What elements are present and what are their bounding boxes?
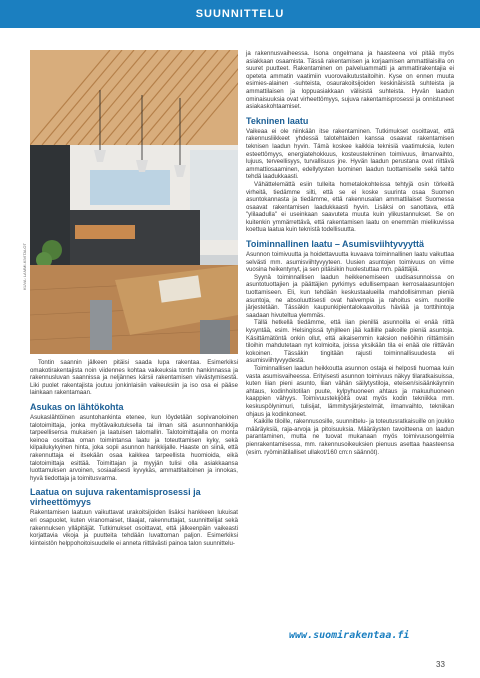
paragraph-functional-4: Toiminnallisen laadun heikkoutta asunnon ostaja ei helposti huomaa kuin vasta asumisvaiheessa. Erityisesti asunnon toimivuus näkyy tilaratkaisuissa, kuten liian pieni asunto, liian vähän säilytystiloja, eteisen/sisäänkäynnin ahtaus, kodinhoitotilan puute, kylpyhuoneen ahtaus ja makuuhuoneen kaappien vähyys. Toimivuustekijöitä ovat myös kodin tekniikka mm. keskuspölynimuri, tulisijat, lämmitysjärjestelmät, ilmanvaihto, tekniikan ohjaus ja kodinkoneet. <box>246 364 454 418</box>
paragraph-functional-5: Kaikille tiloille, rakennusosille, suunnittelu- ja toteutusratkaisuille on joukko määräyksiä, raja-arvoja ja pitoisuuksia. Määräysten tavoitteena on laadun parantaminen, mutta ne tuovat mukanaan myös toimivuusongelmia pienrakentamisessa, mm. rakennusoikeuksien pienuus asettaa haasteensa (esim. ryöminätilalliset ullakot/160 cm:n säännöt). <box>246 418 454 456</box>
paragraph-functional-1: Asunnon toimivuutta ja hoidettavuutta kuvaava toiminnallinen laatu vaikuttaa selvästi mm. asumisviihtyvyyteen. Uusien asuntojen toimivuus on viime vuosina heikentynyt, ja sen pitäisikin huolestuttaa mm. päättäjiä. <box>246 251 454 274</box>
page-number: 33 <box>436 660 445 669</box>
paragraph-technical-2: Vähättelemättä esiin tulleita hometalokohteissa tehtyjä osin törkeitä virheitä, tiedämme silti, että se ei koske suurinta osaa Suomen asuntokannasta ja tiedämme, että rakennusalan ammattilaiset Suomessa osaavat rakentamisen laadukkaasti hyvin. Lisäksi on sanottava, että "ylilaadulla" ei useinkaan saavuteta muuta kuin ylikustannukset. Se on kuitenkin ymmärrettävä, että rakentamisen laatu on enemmän mielikuvissa koettua laatua kuin teknistä todellisuutta. <box>246 180 454 234</box>
paragraph-resident: Asukaslähtöinen asuntohankinta etenee, kun löydetään sopivanoloinen talotoimittaja, jonka myötävaikutuksella tai ilman sitä asunnonhankkija tarpeellisensa mukaisen ja laatuisen talomallin. Talotoimittajalla on monta keinoa osoittaa oman toimintansa laatu ja toteuttamisen kyky, sekä kilpailukykyinen hinta, joka sopii asunnon hankkijalle. Haaste on siinä, että rakennuttaja ei itsekään osaa kaikkea tarpeellista huomioida, eikä talotoimittaja esittää. Toimittajan ja myyjän tulisi olla asiakkaansa luottamuksen arvoinen, sosiaalisesti kyvykäs, ammattitaitoinen ja innokas, hyvä tiedottaja ja toimitusvarma. <box>30 413 238 482</box>
section-header <box>0 0 480 28</box>
left-column <box>30 359 238 547</box>
paragraph-process-quality: Rakentamisen laatuun vaikuttavat urakoitsijoiden lisäksi hankkeen lukuisat eri osapuolet, kuten viranomaiset, tilaajat, rakennuttajat, suunnittelijat sekä rakennuksen ylläpitäjät. Tutkimukset osoittavat, että jälkeenpäin vaikeasti korjattavia vikoja ja puutteita tehdään luvattoman paljon. Esimerkiksi kiinteistön helppohoitoisuudelle ei anneta riittävästi painoa talon suunnittelu- <box>30 509 238 547</box>
section-label: SUUNNITTELU <box>195 8 285 20</box>
paragraph-functional-2: Syynä toiminnallisen laadun heikkenemiseen uudisasunnoissa on asuntotuottajien ja päättäjien pyrkimys edullisempaan kerrosalaasuntojen tuottamiseen. Eli, kun tehdään keskustaalueilla mahdollisimman pieniä asuntoja, ne absoluuttisesti ovat halvempia ja rahoitus esim. nuorille järjestetään. Tässäkin kaupunkipientalokaavoitus häviää ja torttihintoja saadaan hivuteltua ylemmäs. <box>246 273 454 319</box>
paragraph-technical-1: Vaikeaa ei ole niinkään itse rakentaminen. Tutkimukset osoittavat, että rakennusliikkeet yhdessä talotehtaiden kanssa osaavat rakentamisen teknisen laadun hyvin. Tämä koskee kaikkia teknisiä vaatimuksia, kuten esteettömyys, energiatehokkuus, kosteustekninen toimivuus, ilmanvaihto, lujuus, terveellisyys, turvallisuus jne. Hyvän laadun perustana ovat riittävä ammattiosaaminen, edellytysten luominen laadun tuottamiselle sekä tahto tehdä laadukkaasti. <box>246 127 454 181</box>
website-link[interactable]: www.suomirakentaa.fi <box>289 630 410 641</box>
photo-credit: KUVA: LAMMI-KIVITALOT <box>22 243 27 290</box>
heading-resident: Asukas on lähtökohta <box>30 401 124 412</box>
intro-paragraph: Tontin saannin jälkeen pitäisi saada lupa rakentaa. Esimerkiksi omakotirakentajista noin viidennes kohtaa vaikeuksia tontin hankinnassa ja rakennusluvan saannissa ja neljännes kärsii rakentamisen viivästymisestä. Liki puolet rakentajista joutuu jonkinlaisiin vaikeuksiin ja iso osa ei pääse lainkaan rakentamaan. <box>30 359 238 397</box>
kitchen-illustration <box>30 50 238 354</box>
heading-process-quality: Laatua on sujuva rakentamisprosessi ja virheettömyys <box>30 487 201 508</box>
right-column <box>246 50 454 456</box>
kitchen-photo <box>30 50 238 354</box>
heading-technical-quality: Tekninen laatu <box>246 115 309 126</box>
heading-functional-quality: Toiminnallinen laatu – Asumisviihtyvyyttä <box>246 239 425 250</box>
paragraph-functional-3: Tällä hetkellä tiedämme, että iian pienillä asunnoilla ei enää riittä kysyntää, esim. Helsingissä tyhjilleen jää kalliille paikoille pieniä asuntoja. Käsittämätöntä onkin ollut, että aikaisemmin kaksion neliöihin riittämisiin tiloihin mahdutetaan nyt kolmioita, joissa yksikään tila ei enää ole riittävän kokoinen. Tässäkin tingitään rajusti toiminnallisuudesta eli asumisviihtyvyydestä. <box>246 319 454 365</box>
paragraph-continued: ja rakennusvaiheessa. Isona ongelmana ja haasteena voi pitää myös asiakkaan osaamista. Tässä rakentamisen ja korjaamisen ammattilaisilla on suuret puutteet. Rakentaminen on palveluammatti ja ammattirakentajia ei opeteta ammatin vaatimiin vuorovaikutustaitoihin. Kyse on ennen muuta esimies-alainen -suhteista, osaurakoitsijoiden keskinäisistä suhteista ja ammattilaisen ja loppuasiakkaan välisistä suhteista. Hyvän laadun ominaisuuksia ovat virheettömyys, sujuva rakentamisprosessi ja onnistuneet asiakaskohtaamiset. <box>246 50 454 111</box>
